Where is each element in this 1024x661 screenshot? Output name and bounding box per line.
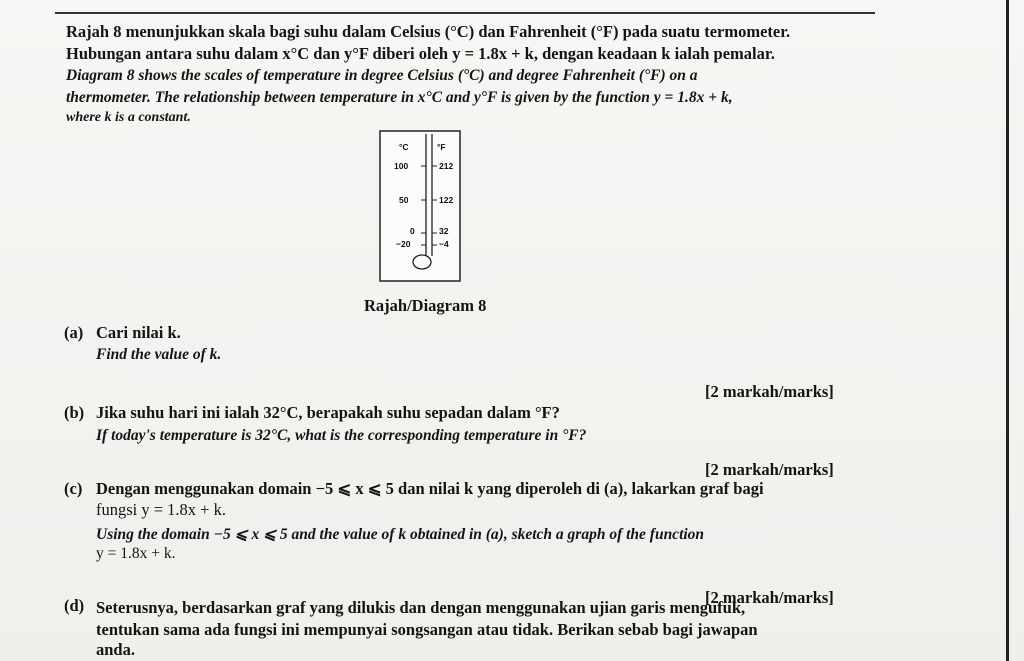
question-c-malay-1: Dengan menggunakan domain −5 ⩽ x ⩽ 5 dan nilai k yang diperoleh di (a), lakarkan graf bagi	[96, 479, 764, 498]
question-a-marks: [2 markah/marks]	[705, 382, 834, 401]
question-b-malay: Jika suhu hari ini ialah 32°C, berapakah suhu sepadan dalam °F?	[96, 403, 560, 422]
fahrenheit-tick-label: 122	[439, 195, 454, 205]
question-d-malay-2: tentukan sama ada fungsi ini mempunyai songsangan atau tidak. Berikan sebab bagi jawapan	[96, 620, 758, 639]
fahrenheit-tick-label: 32	[439, 226, 449, 236]
question-b-marks: [2 markah/marks]	[705, 460, 834, 479]
celsius-unit-label: °C	[399, 142, 409, 152]
question-a-malay: Cari nilai k.	[96, 323, 181, 342]
intro-malay-line-1: Rajah 8 menunjukkan skala bagi suhu dalam Celsius (°C) dan Fahrenheit (°F) pada suatu termometer.	[66, 22, 791, 41]
intro-malay-line-2: Hubungan antara suhu dalam x°C dan y°F diberi oleh y = 1.8x + k, dengan keadaan k ialah pemalar.	[66, 44, 775, 63]
question-d-malay-3: anda.	[96, 640, 135, 659]
fahrenheit-tick-label: 212	[439, 161, 454, 171]
intro-english-line-3: where k is a constant.	[66, 110, 191, 125]
celsius-tick-label: 0	[410, 226, 415, 236]
question-c-english-2: y = 1.8x + k.	[96, 545, 176, 562]
intro-english-line-2: thermometer. The relationship between temperature in x°C and y°F is given by the function y = 1.8x + k,	[66, 89, 733, 106]
question-c-marks: [2 markah/marks]	[705, 588, 834, 607]
celsius-tick-label: 50	[399, 195, 409, 205]
fahrenheit-tick-label: −4	[439, 239, 449, 249]
question-d-label: (d)	[64, 596, 85, 615]
thermometer-diagram	[379, 130, 461, 282]
question-a-label: (a)	[64, 323, 84, 342]
intro-english-line-1: Diagram 8 shows the scales of temperature in degree Celsius (°C) and degree Fahrenheit (°F) on a	[66, 67, 698, 84]
celsius-tick-label: 100	[394, 161, 409, 171]
thermometer-svg	[379, 130, 461, 282]
question-c-english-1: Using the domain −5 ⩽ x ⩽ 5 and the value of k obtained in (a), sketch a graph of the function	[96, 526, 705, 543]
fahrenheit-unit-label: °F	[437, 142, 446, 152]
question-d-malay-1: Seterusnya, berdasarkan graf yang dilukis dan dengan menggunakan ujian garis mengufuk,	[96, 598, 746, 617]
top-rule	[55, 12, 875, 14]
question-a-english: Find the value of k.	[96, 346, 222, 363]
question-c-label: (c)	[64, 479, 83, 498]
question-b-english: If today's temperature is 32°C, what is the corresponding temperature in °F?	[96, 427, 587, 444]
thermometer-bulb	[413, 255, 431, 269]
question-b-label: (b)	[64, 403, 85, 422]
celsius-tick-label: −20	[396, 239, 411, 249]
question-c-malay-2: fungsi y = 1.8x + k.	[96, 500, 226, 519]
diagram-caption: Rajah/Diagram 8	[364, 296, 487, 315]
page-edge	[1006, 0, 1009, 661]
